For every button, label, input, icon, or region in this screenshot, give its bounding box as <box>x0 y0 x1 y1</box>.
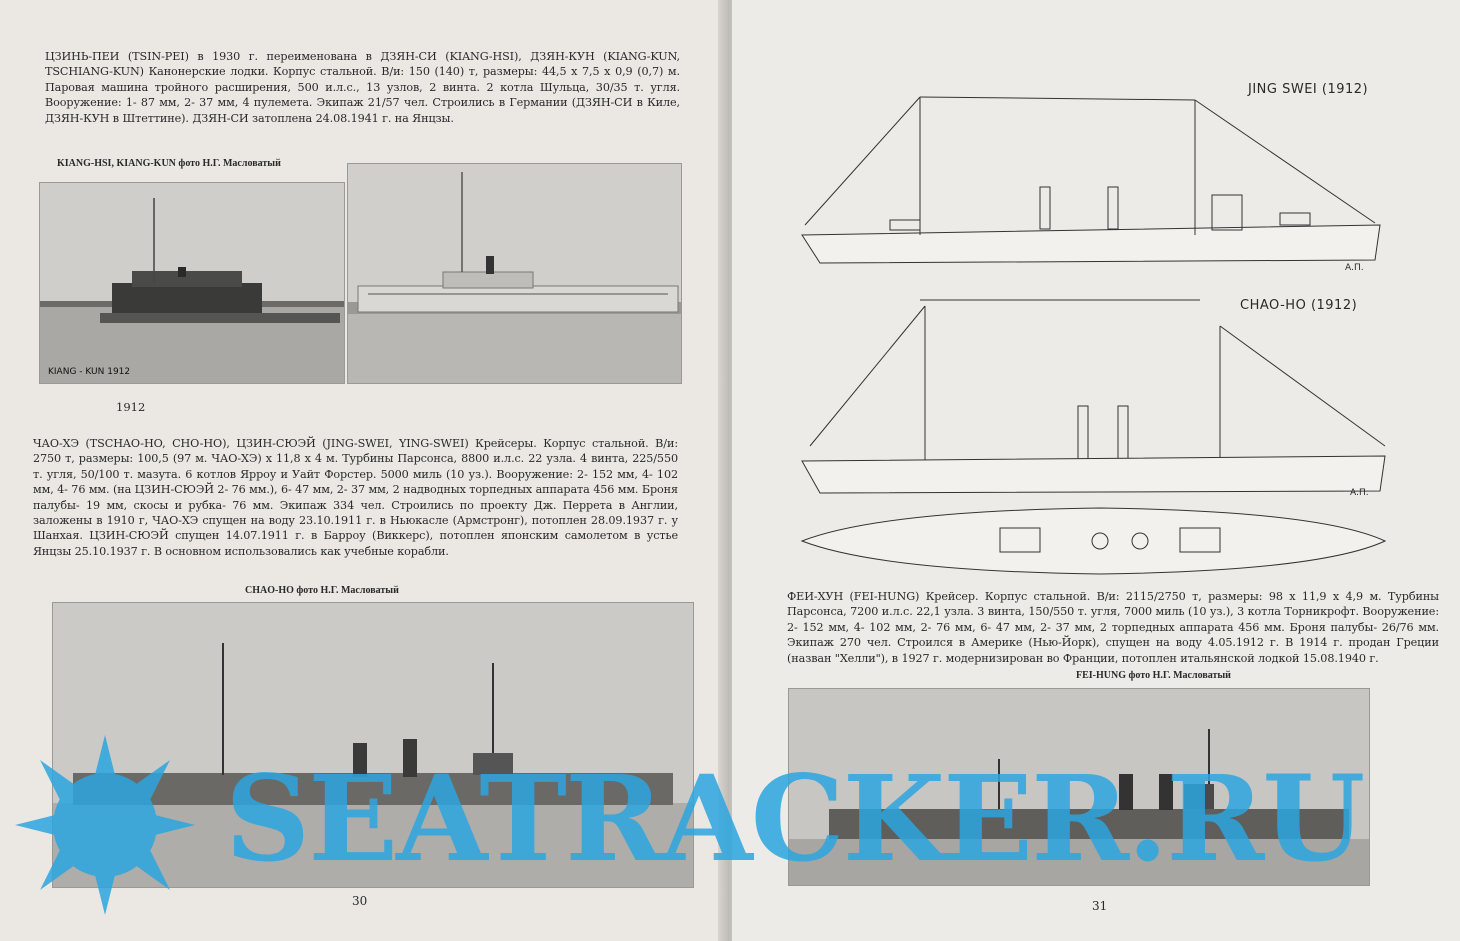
cruiser-paragraph: ЧАО-ХЭ (TSCHAO-HO, CHO-HO), ЦЗИН-СЮЭЙ (JING-SWEI, YING-SWEI) Крейсеры. Корпус стальной. В/и: 2750 т, размеры: 100,5 (97 м. ЧАО-ХЭ) х 11,8 х 4 м. Турбины Парсонса, 8800 и.л.с. 22 узла. 4 винта, 225/550 т. угля, 50/100 т. мазута. 6 котлов Ярроу и Уайт Форстер. 5000 миль (10 уз.). Вооружение: 2- 152 мм, 4- 102 мм, 4- 76 мм. (на ЦЗИН-СЮЭЙ 2- 76 мм.), 6- 47 мм, 2- 37 мм, 2 надводных торпедных аппарата 456 мм. Броня палубы- 19 мм, скосы и рубка- 76 мм. Экипаж 334 чел. Строились по проекту Дж. Перрета в Англии, заложены в 1910 г, ЧАО-ХЭ спущен на воду 23.10.1911 г. в Ньюкасле (Армстронг), потоплен 28.09.1937 г. у Шанхая. ЦЗИН-СЮЭЙ спущен 14.07.1911 г. в Барроу (Виккерс), потоплен японским самолетом в устье Янцзы 25.10.1937 г. В основном использовались как учебные корабли. <box>33 437 678 558</box>
draftsman-signature-2: А.П. <box>1350 488 1369 498</box>
fei-hung-paragraph: ФЕИ-ХУН (FEI-HUNG) Крейсер. Корпус стальной. В/и: 2115/2750 т, размеры: 98 х 11,9 х 4,9 м. Турбины Парсонса, 7200 и.л.с. 22,1 узла. 3 винта, 150/550 т. угля, 7000 миль (10 уз.), 3 котла Торникрофт. Вооружение: 2- 152 мм, 4- 102 мм, 2- 76 мм, 6- 47 мм, 2- 37 мм, 2 торпедных аппарата 456 мм. Броня палубы- 26/76 мм. Экипаж 270 чел. Строился в Америке (Нью-Йорк), спущен на воду 4.05.1912 г. В 1914 г. продан Греции (назван "Хелли"), в 1927 г. модернизирован во Франции, потоплен итальянской лодкой 15.08.1940 г. <box>787 590 1439 665</box>
kiang-kun-photo <box>39 182 345 384</box>
draftsman-signature: А.П. <box>1345 263 1364 273</box>
chao-ho-drawing <box>800 296 1390 586</box>
photo-label: KIANG - KUN 1912 <box>48 367 131 377</box>
watermark-text: SEATRACKER.RU <box>225 749 1364 888</box>
photo-caption-chao-ho: CHAO-HO фото Н.Г. Масловатый <box>245 585 399 596</box>
year-label: 1912 <box>116 400 146 414</box>
jing-swei-drawing <box>800 95 1390 285</box>
drawing-title-chao-ho: CHAO-HO (1912) <box>1240 298 1358 313</box>
drawing-title-jing-swei: JING SWEI (1912) <box>1248 82 1369 97</box>
kiang-hsi-photo <box>347 163 682 384</box>
page-number-left: 30 <box>352 894 368 908</box>
photo-caption-fei-hung: FEI-HUNG фото Н.Г. Масловатый <box>1076 670 1231 681</box>
page-number-right: 31 <box>1092 899 1108 913</box>
photo-caption-kiang: KIANG-HSI, KIANG-KUN фото Н.Г. Масловатый <box>57 158 281 169</box>
intro-paragraph: ЦЗИНЬ-ПЕИ (TSIN-PEI) в 1930 г. переименована в ДЗЯН-СИ (KIANG-HSI), ДЗЯН-КУН (KIANG-KUN, TSCHIANG-KUN) Канонерские лодки. Корпус стальной. В/и: 150 (140) т, размеры: 44,5 х 7,5 х 0,9 (0,7) м. Паровая машина тройного расширения, 500 и.л.с., 13 узлов, 2 винта. 2 котла Шульца, 30/35 т. угля. Вооружение: 1- 87 мм, 2- 37 мм, 4 пулемета. Экипаж 21/57 чел. Строились в Германии (ДЗЯН-СИ в Киле, ДЗЯН-КУН в Штеттине). ДЗЯН-СИ затоплена 24.08.1941 г. на Янцзы. <box>45 50 680 125</box>
